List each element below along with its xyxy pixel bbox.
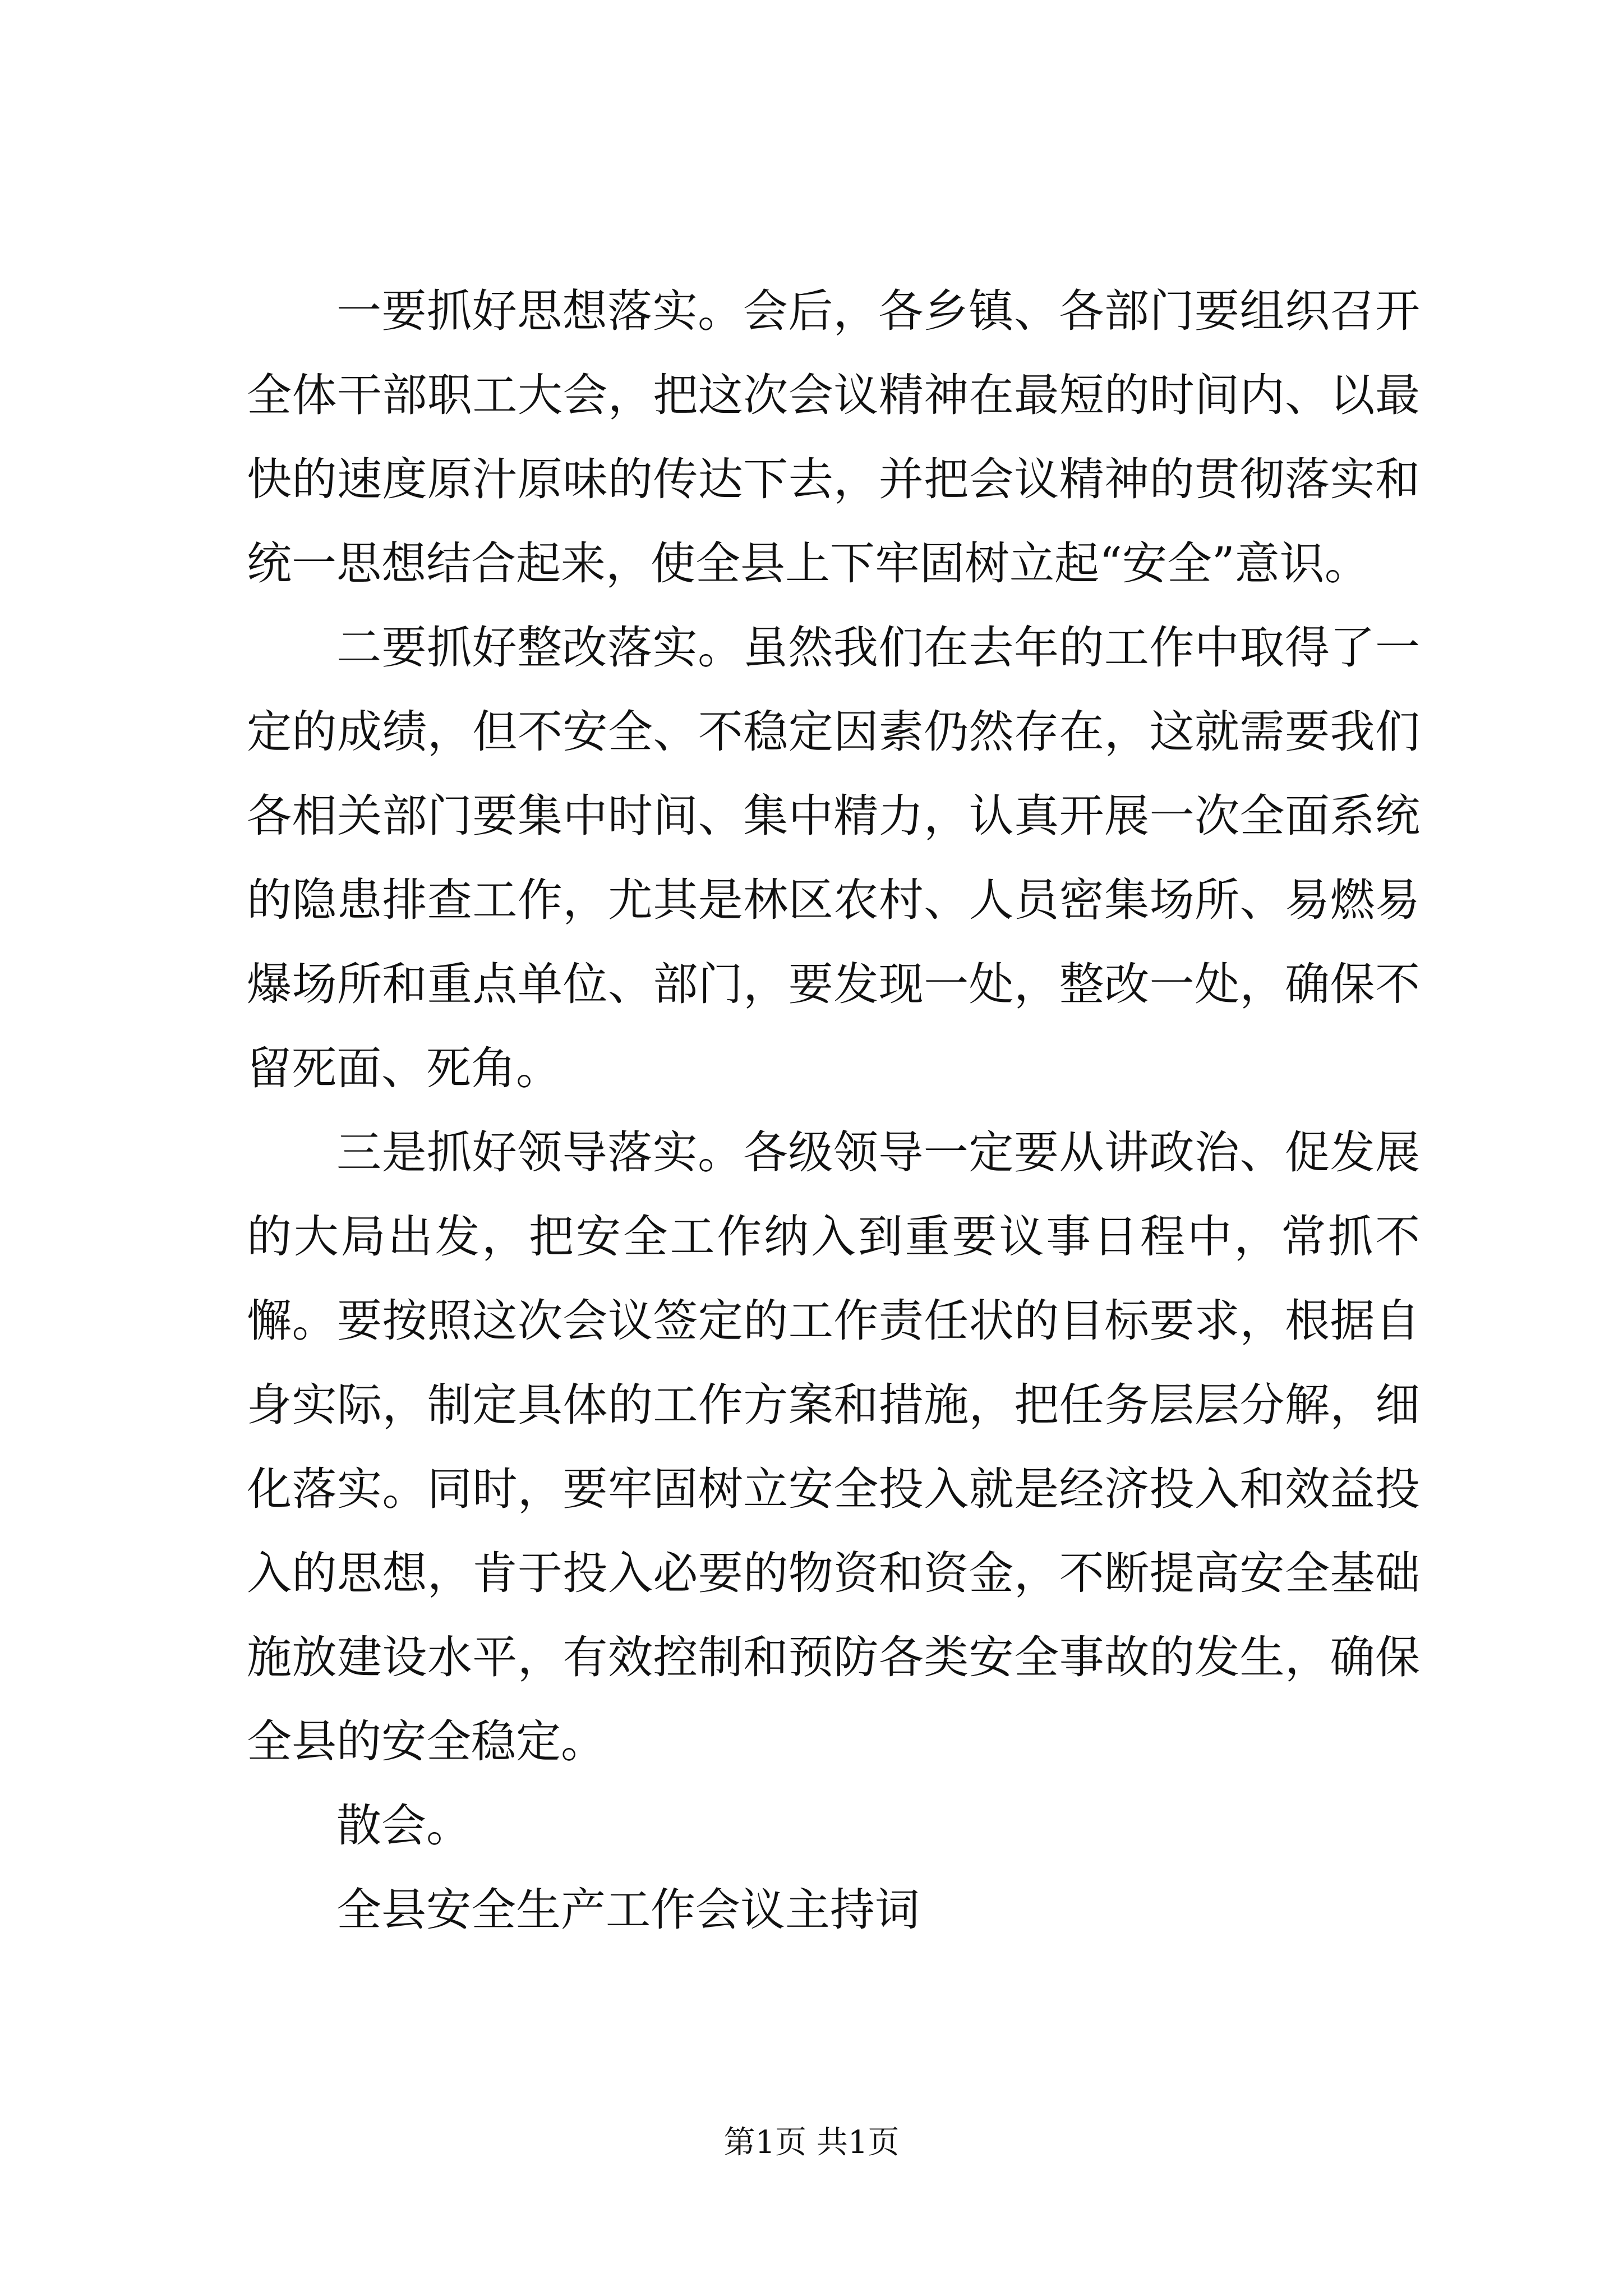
page-footer: 第1页 共1页 bbox=[723, 2124, 900, 2161]
paragraph-thought-implementation: 一要抓好思想落实。会后，各乡镇、各部门要组织召开全体干部职工大会，把这次会议精神在最短的时间内、以最快的速度原汁原味的传达下去，并把会议精神的贯彻落实和统一思想结合起来，使全县上下牢固树立起“安全”意识。 bbox=[247, 285, 1420, 590]
paragraph-document-title: 全县安全生产工作会议主持词 bbox=[336, 1884, 920, 1936]
paragraph-rectification-implementation: 二要抓好整改落实。虽然我们在去年的工作中取得了一定的成绩，但不安全、不稳定因素仍然存在，这就需要我们各相关部门要集中时间、集中精力，认真开展一次全面系统的隐患排查工作，尤其是林区农村、人员密集场所、易燃易爆场所和重点单位、部门，要发现一处，整改一处，确保不留死面、死角。 bbox=[247, 622, 1420, 1094]
paragraph-leadership-implementation: 三是抓好领导落实。各级领导一定要从讲政治、促发展的大局出发，把安全工作纳入到重要议事日程中，常抓不懈。要按照这次会议签定的工作责任状的目标要求，根据自身实际，制定具体的工作方案和措施，把任务层层分解，细化落实。同时，要牢固树立安全投入就是经济投入和效益投入的思想，肯于投入必要的物资和资金，不断提高安全基础施放建设水平，有效控制和预防各类安全事故的发生，确保全县的安全稳定。 bbox=[247, 1126, 1420, 1768]
paragraph-adjourn: 散会。 bbox=[336, 1800, 471, 1852]
document-body bbox=[247, 269, 1420, 1952]
